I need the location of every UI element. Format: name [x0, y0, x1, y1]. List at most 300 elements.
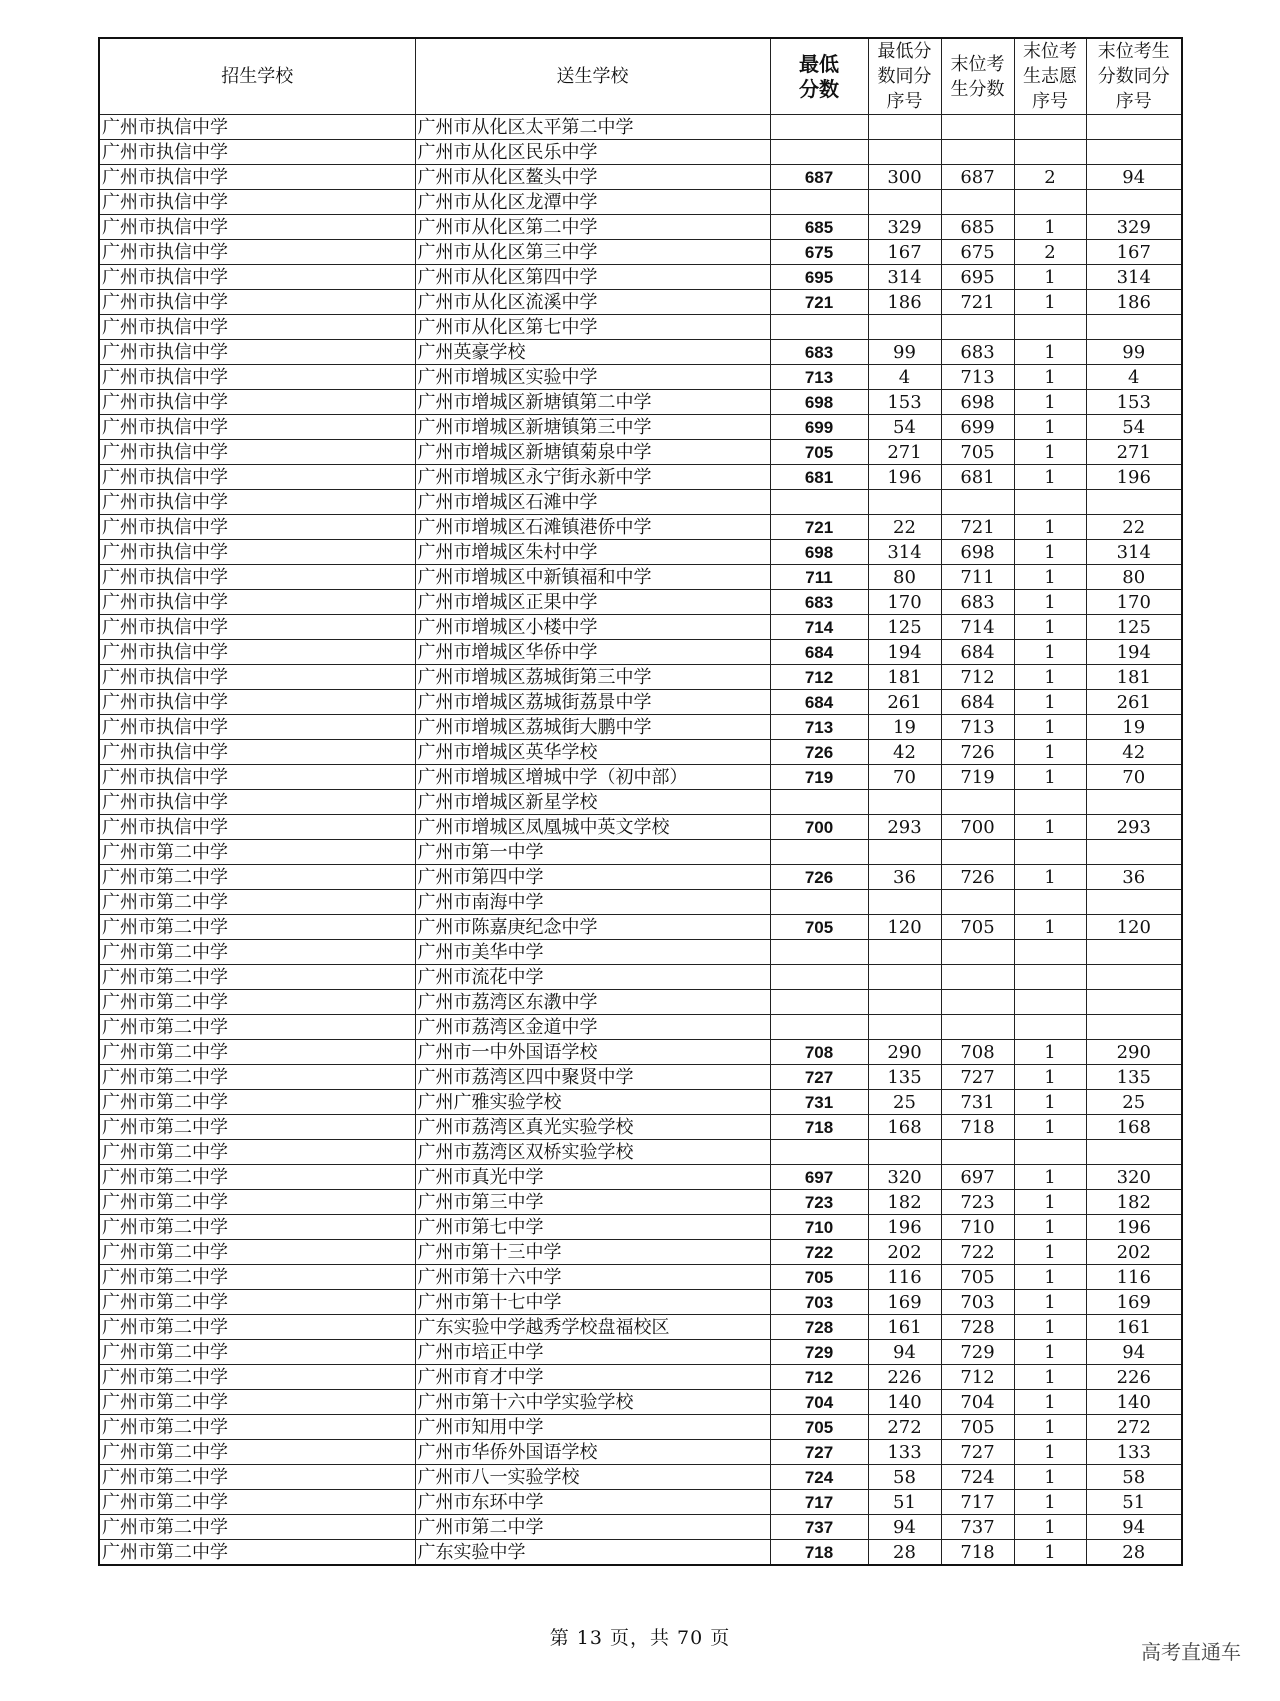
- cell-school: 广州市第二中学: [99, 940, 415, 965]
- cell-min-rank: 329: [868, 215, 941, 240]
- cell-last-rank: 94: [1086, 1340, 1182, 1365]
- header-school: 招生学校: [99, 38, 415, 115]
- cell-sender: 广州市南海中学: [415, 890, 770, 915]
- cell-last-score: 683: [941, 590, 1014, 615]
- cell-last-score: [941, 1015, 1014, 1040]
- cell-min-score: 681: [770, 465, 868, 490]
- cell-last-score: 683: [941, 340, 1014, 365]
- cell-min-rank: 94: [868, 1515, 941, 1540]
- cell-last-wish: [1014, 965, 1086, 990]
- admission-score-table-page: [98, 37, 1181, 1566]
- table-row: [99, 440, 1182, 465]
- cell-school: 广州市第二中学: [99, 1290, 415, 1315]
- cell-last-score: 728: [941, 1315, 1014, 1340]
- cell-school: 广州市第二中学: [99, 990, 415, 1015]
- cell-min-rank: 51: [868, 1490, 941, 1515]
- cell-school: 广州市第二中学: [99, 1140, 415, 1165]
- cell-sender: 广州市第十七中学: [415, 1290, 770, 1315]
- cell-school: 广州市第二中学: [99, 915, 415, 940]
- cell-last-rank: 196: [1086, 1215, 1182, 1240]
- table-row: [99, 565, 1182, 590]
- cell-min-score: 695: [770, 265, 868, 290]
- cell-school: 广州市执信中学: [99, 665, 415, 690]
- cell-school: 广州市执信中学: [99, 615, 415, 640]
- cell-last-wish: 1: [1014, 1215, 1086, 1240]
- cell-min-rank: 272: [868, 1415, 941, 1440]
- cell-sender: 广州市陈嘉庚纪念中学: [415, 915, 770, 940]
- cell-sender: 广州市从化区鳌头中学: [415, 165, 770, 190]
- cell-school: 广州市执信中学: [99, 540, 415, 565]
- cell-last-wish: 1: [1014, 665, 1086, 690]
- cell-last-rank: [1086, 940, 1182, 965]
- cell-sender: 广州市第三中学: [415, 1190, 770, 1215]
- cell-sender: 广东实验中学: [415, 1540, 770, 1566]
- cell-last-score: 722: [941, 1240, 1014, 1265]
- cell-min-score: [770, 840, 868, 865]
- cell-last-rank: 125: [1086, 615, 1182, 640]
- cell-min-rank: [868, 965, 941, 990]
- cell-min-score: [770, 890, 868, 915]
- cell-sender: 广州市增城区荔城街大鹏中学: [415, 715, 770, 740]
- cell-min-rank: 182: [868, 1190, 941, 1215]
- cell-min-score: 721: [770, 290, 868, 315]
- cell-min-rank: 54: [868, 415, 941, 440]
- cell-last-wish: 1: [1014, 365, 1086, 390]
- cell-last-wish: 1: [1014, 1165, 1086, 1190]
- cell-last-score: 675: [941, 240, 1014, 265]
- cell-sender: 广州市增城区凤凰城中英文学校: [415, 815, 770, 840]
- cell-last-score: [941, 190, 1014, 215]
- cell-min-score: [770, 140, 868, 165]
- cell-last-wish: [1014, 790, 1086, 815]
- table-row: [99, 1115, 1182, 1140]
- cell-min-rank: 293: [868, 815, 941, 840]
- header-min-rank: [868, 38, 941, 115]
- cell-school: 广州市第二中学: [99, 1040, 415, 1065]
- cell-last-rank: [1086, 1140, 1182, 1165]
- table-row: [99, 190, 1182, 215]
- cell-last-rank: 314: [1086, 265, 1182, 290]
- cell-last-wish: [1014, 315, 1086, 340]
- cell-sender: 广州市增城区新塘镇第二中学: [415, 390, 770, 415]
- cell-sender: 广州市从化区流溪中学: [415, 290, 770, 315]
- cell-min-rank: 194: [868, 640, 941, 665]
- cell-min-rank: 271: [868, 440, 941, 465]
- cell-sender: 广州市增城区新塘镇菊泉中学: [415, 440, 770, 465]
- cell-last-score: 712: [941, 1365, 1014, 1390]
- cell-sender: 广州英豪学校: [415, 340, 770, 365]
- cell-last-score: [941, 140, 1014, 165]
- cell-school: 广州市执信中学: [99, 490, 415, 515]
- cell-last-rank: 99: [1086, 340, 1182, 365]
- cell-last-rank: 42: [1086, 740, 1182, 765]
- cell-sender: 广州广雅实验学校: [415, 1090, 770, 1115]
- cell-min-rank: 36: [868, 865, 941, 890]
- table-row: [99, 265, 1182, 290]
- table-row: [99, 1390, 1182, 1415]
- cell-min-rank: 196: [868, 1215, 941, 1240]
- table-row: [99, 1315, 1182, 1340]
- table-row: [99, 1140, 1182, 1165]
- table-row: [99, 115, 1182, 140]
- cell-last-wish: 1: [1014, 1040, 1086, 1065]
- cell-min-score: 703: [770, 1290, 868, 1315]
- cell-school: 广州市第二中学: [99, 865, 415, 890]
- cell-sender: 广州市八一实验学校: [415, 1465, 770, 1490]
- cell-school: 广州市执信中学: [99, 365, 415, 390]
- cell-min-rank: 170: [868, 590, 941, 615]
- cell-last-wish: 2: [1014, 240, 1086, 265]
- cell-school: 广州市执信中学: [99, 390, 415, 415]
- cell-school: 广州市第二中学: [99, 1240, 415, 1265]
- cell-min-score: 727: [770, 1065, 868, 1090]
- table-row: [99, 240, 1182, 265]
- cell-min-rank: 94: [868, 1340, 941, 1365]
- cell-last-rank: 186: [1086, 290, 1182, 315]
- cell-last-wish: 1: [1014, 615, 1086, 640]
- table-row: [99, 1165, 1182, 1190]
- cell-last-score: 718: [941, 1540, 1014, 1566]
- cell-min-score: 675: [770, 240, 868, 265]
- cell-last-score: 687: [941, 165, 1014, 190]
- cell-last-rank: 54: [1086, 415, 1182, 440]
- cell-sender: 广州市增城区正果中学: [415, 590, 770, 615]
- cell-min-score: 705: [770, 915, 868, 940]
- cell-min-rank: 116: [868, 1265, 941, 1290]
- cell-min-rank: 42: [868, 740, 941, 765]
- cell-school: 广州市执信中学: [99, 315, 415, 340]
- table-row: [99, 665, 1182, 690]
- cell-school: 广州市执信中学: [99, 340, 415, 365]
- cell-min-score: 731: [770, 1090, 868, 1115]
- cell-last-rank: [1086, 140, 1182, 165]
- cell-last-wish: 1: [1014, 265, 1086, 290]
- table-row: [99, 465, 1182, 490]
- header-min-score-text: 最低分数: [799, 51, 839, 101]
- table-row: [99, 615, 1182, 640]
- table-row: [99, 390, 1182, 415]
- cell-school: 广州市第二中学: [99, 1265, 415, 1290]
- cell-min-score: 705: [770, 1265, 868, 1290]
- cell-last-wish: 1: [1014, 815, 1086, 840]
- cell-last-score: 721: [941, 515, 1014, 540]
- table-row: [99, 1465, 1182, 1490]
- cell-last-rank: [1086, 790, 1182, 815]
- cell-school: 广州市第二中学: [99, 1315, 415, 1340]
- cell-last-score: 684: [941, 640, 1014, 665]
- cell-min-score: [770, 790, 868, 815]
- cell-last-rank: [1086, 115, 1182, 140]
- cell-school: 广州市第二中学: [99, 965, 415, 990]
- cell-min-score: 717: [770, 1490, 868, 1515]
- cell-sender: 广州市一中外国语学校: [415, 1040, 770, 1065]
- cell-last-wish: 1: [1014, 590, 1086, 615]
- cell-last-score: 699: [941, 415, 1014, 440]
- cell-last-rank: [1086, 990, 1182, 1015]
- cell-last-score: [941, 1140, 1014, 1165]
- cell-min-score: 683: [770, 590, 868, 615]
- table-row: [99, 415, 1182, 440]
- table-body: [99, 115, 1182, 1566]
- cell-last-wish: [1014, 890, 1086, 915]
- cell-last-score: 705: [941, 440, 1014, 465]
- cell-last-wish: 1: [1014, 215, 1086, 240]
- admission-score-table: [98, 37, 1183, 1566]
- cell-school: 广州市执信中学: [99, 165, 415, 190]
- cell-last-wish: 1: [1014, 540, 1086, 565]
- cell-sender: 广州市荔湾区金道中学: [415, 1015, 770, 1040]
- cell-school: 广州市执信中学: [99, 265, 415, 290]
- table-row: [99, 1415, 1182, 1440]
- cell-min-score: 713: [770, 715, 868, 740]
- cell-last-rank: 116: [1086, 1265, 1182, 1290]
- table-row: [99, 790, 1182, 815]
- cell-school: 广州市第二中学: [99, 1015, 415, 1040]
- table-row: [99, 965, 1182, 990]
- cell-sender: 广州市增城区石滩中学: [415, 490, 770, 515]
- cell-min-rank: 181: [868, 665, 941, 690]
- cell-last-wish: 1: [1014, 1190, 1086, 1215]
- cell-last-rank: 4: [1086, 365, 1182, 390]
- cell-sender: 广州市增城区荔城街第三中学: [415, 665, 770, 690]
- cell-min-score: 683: [770, 340, 868, 365]
- cell-min-rank: 314: [868, 540, 941, 565]
- cell-min-score: 722: [770, 1240, 868, 1265]
- cell-last-wish: 1: [1014, 740, 1086, 765]
- cell-school: 广州市执信中学: [99, 790, 415, 815]
- cell-min-score: 723: [770, 1190, 868, 1215]
- cell-last-rank: [1086, 1015, 1182, 1040]
- cell-sender: 广州市第十六中学: [415, 1265, 770, 1290]
- table-row: [99, 1240, 1182, 1265]
- cell-last-rank: 182: [1086, 1190, 1182, 1215]
- cell-min-score: 718: [770, 1540, 868, 1566]
- cell-last-wish: [1014, 1015, 1086, 1040]
- cell-sender: 广州市增城区新塘镇第三中学: [415, 415, 770, 440]
- cell-sender: 广州市流花中学: [415, 965, 770, 990]
- cell-min-score: 687: [770, 165, 868, 190]
- table-row: [99, 215, 1182, 240]
- cell-last-wish: [1014, 115, 1086, 140]
- cell-min-score: 718: [770, 1115, 868, 1140]
- cell-school: 广州市第二中学: [99, 1090, 415, 1115]
- cell-min-rank: 133: [868, 1440, 941, 1465]
- cell-last-rank: 194: [1086, 640, 1182, 665]
- cell-last-wish: 1: [1014, 465, 1086, 490]
- cell-min-rank: [868, 940, 941, 965]
- cell-last-score: [941, 490, 1014, 515]
- cell-last-rank: [1086, 840, 1182, 865]
- table-row: [99, 365, 1182, 390]
- cell-sender: 广州市增城区增城中学（初中部）: [415, 765, 770, 790]
- table-row: [99, 1190, 1182, 1215]
- cell-sender: 广州市第十六中学实验学校: [415, 1390, 770, 1415]
- cell-min-rank: 19: [868, 715, 941, 740]
- table-row: [99, 140, 1182, 165]
- table-row: [99, 865, 1182, 890]
- cell-last-rank: 140: [1086, 1390, 1182, 1415]
- table-row: [99, 740, 1182, 765]
- cell-sender: 广州市增城区荔城街荔景中学: [415, 690, 770, 715]
- cell-min-rank: 186: [868, 290, 941, 315]
- cell-sender: 广州市增城区英华学校: [415, 740, 770, 765]
- cell-min-rank: 169: [868, 1290, 941, 1315]
- cell-last-wish: 1: [1014, 415, 1086, 440]
- cell-last-wish: 1: [1014, 1490, 1086, 1515]
- cell-last-score: 704: [941, 1390, 1014, 1415]
- cell-last-rank: 167: [1086, 240, 1182, 265]
- cell-min-rank: [868, 190, 941, 215]
- cell-last-rank: 271: [1086, 440, 1182, 465]
- cell-last-rank: 161: [1086, 1315, 1182, 1340]
- cell-last-wish: 1: [1014, 1265, 1086, 1290]
- table-row: [99, 1065, 1182, 1090]
- cell-school: 广州市执信中学: [99, 815, 415, 840]
- cell-school: 广州市第二中学: [99, 1365, 415, 1390]
- cell-min-score: 704: [770, 1390, 868, 1415]
- cell-min-score: 698: [770, 540, 868, 565]
- cell-min-rank: 22: [868, 515, 941, 540]
- cell-last-wish: 1: [1014, 1465, 1086, 1490]
- cell-last-score: 714: [941, 615, 1014, 640]
- cell-min-rank: 168: [868, 1115, 941, 1140]
- cell-last-rank: 169: [1086, 1290, 1182, 1315]
- cell-min-score: [770, 990, 868, 1015]
- cell-min-score: 711: [770, 565, 868, 590]
- cell-last-rank: 153: [1086, 390, 1182, 415]
- cell-min-rank: [868, 790, 941, 815]
- header-last-rank-text: 末位考生分数同分序号: [1097, 41, 1170, 112]
- cell-last-wish: 1: [1014, 1115, 1086, 1140]
- cell-last-score: 698: [941, 390, 1014, 415]
- cell-school: 广州市执信中学: [99, 115, 415, 140]
- table-row: [99, 515, 1182, 540]
- cell-sender: 广州市增城区永宁街永新中学: [415, 465, 770, 490]
- cell-min-rank: [868, 890, 941, 915]
- cell-last-wish: [1014, 990, 1086, 1015]
- cell-school: 广州市第二中学: [99, 1540, 415, 1566]
- cell-last-rank: 70: [1086, 765, 1182, 790]
- cell-last-rank: 329: [1086, 215, 1182, 240]
- cell-last-score: 718: [941, 1115, 1014, 1140]
- cell-last-wish: 2: [1014, 165, 1086, 190]
- cell-school: 广州市第二中学: [99, 840, 415, 865]
- cell-school: 广州市执信中学: [99, 565, 415, 590]
- table-row: [99, 715, 1182, 740]
- cell-school: 广州市第二中学: [99, 1115, 415, 1140]
- cell-min-score: 699: [770, 415, 868, 440]
- cell-last-score: 703: [941, 1290, 1014, 1315]
- cell-last-rank: 272: [1086, 1415, 1182, 1440]
- cell-min-score: 700: [770, 815, 868, 840]
- cell-sender: 广州市荔湾区真光实验学校: [415, 1115, 770, 1140]
- cell-last-wish: 1: [1014, 340, 1086, 365]
- cell-sender: 广州市荔湾区四中聚贤中学: [415, 1065, 770, 1090]
- cell-last-wish: 1: [1014, 1390, 1086, 1415]
- cell-sender: 广州市第七中学: [415, 1215, 770, 1240]
- table-row: [99, 315, 1182, 340]
- cell-last-wish: 1: [1014, 515, 1086, 540]
- table-row: [99, 1365, 1182, 1390]
- cell-min-score: 705: [770, 1415, 868, 1440]
- cell-school: 广州市第二中学: [99, 1190, 415, 1215]
- cell-last-wish: [1014, 490, 1086, 515]
- cell-min-score: 697: [770, 1165, 868, 1190]
- cell-min-rank: 153: [868, 390, 941, 415]
- cell-last-wish: 1: [1014, 1290, 1086, 1315]
- cell-last-rank: 168: [1086, 1115, 1182, 1140]
- cell-last-rank: 133: [1086, 1440, 1182, 1465]
- cell-min-score: 724: [770, 1465, 868, 1490]
- cell-last-wish: [1014, 190, 1086, 215]
- table-row: [99, 1215, 1182, 1240]
- table-row: [99, 765, 1182, 790]
- cell-sender: 广州市从化区龙潭中学: [415, 190, 770, 215]
- header-last-score: [941, 38, 1014, 115]
- cell-sender: 广州市第四中学: [415, 865, 770, 890]
- cell-sender: 广州市从化区太平第二中学: [415, 115, 770, 140]
- cell-sender: 广州市第二中学: [415, 1515, 770, 1540]
- cell-min-rank: 320: [868, 1165, 941, 1190]
- cell-min-score: 726: [770, 740, 868, 765]
- table-row: [99, 290, 1182, 315]
- cell-last-rank: 196: [1086, 465, 1182, 490]
- table-row: [99, 1290, 1182, 1315]
- cell-last-score: 695: [941, 265, 1014, 290]
- cell-min-rank: 202: [868, 1240, 941, 1265]
- cell-last-score: 713: [941, 715, 1014, 740]
- table-row: [99, 690, 1182, 715]
- cell-last-wish: 1: [1014, 640, 1086, 665]
- cell-last-score: 698: [941, 540, 1014, 565]
- cell-last-wish: 1: [1014, 440, 1086, 465]
- cell-min-score: 737: [770, 1515, 868, 1540]
- cell-min-rank: 99: [868, 340, 941, 365]
- cell-last-score: [941, 315, 1014, 340]
- cell-last-rank: 320: [1086, 1165, 1182, 1190]
- cell-school: 广州市第二中学: [99, 1065, 415, 1090]
- cell-last-wish: 1: [1014, 1240, 1086, 1265]
- cell-school: 广州市第二中学: [99, 1415, 415, 1440]
- cell-min-rank: 25: [868, 1090, 941, 1115]
- cell-min-rank: 80: [868, 565, 941, 590]
- cell-last-rank: 226: [1086, 1365, 1182, 1390]
- table-row: [99, 1015, 1182, 1040]
- cell-sender: 广州市从化区第七中学: [415, 315, 770, 340]
- cell-last-rank: [1086, 890, 1182, 915]
- header-last-wish-text: 末位考生志愿序号: [1023, 41, 1077, 112]
- cell-last-wish: 1: [1014, 690, 1086, 715]
- cell-last-score: 711: [941, 565, 1014, 590]
- table-row: [99, 1515, 1182, 1540]
- cell-last-score: 713: [941, 365, 1014, 390]
- cell-last-score: 685: [941, 215, 1014, 240]
- cell-last-wish: 1: [1014, 1415, 1086, 1440]
- cell-last-rank: 28: [1086, 1540, 1182, 1566]
- cell-min-score: 708: [770, 1040, 868, 1065]
- cell-last-score: 705: [941, 915, 1014, 940]
- cell-school: 广州市执信中学: [99, 765, 415, 790]
- cell-sender: 广州市荔湾区双桥实验学校: [415, 1140, 770, 1165]
- cell-last-wish: 1: [1014, 1065, 1086, 1090]
- table-row: [99, 1540, 1182, 1566]
- table-row: [99, 1490, 1182, 1515]
- cell-last-wish: 1: [1014, 1315, 1086, 1340]
- cell-last-wish: 1: [1014, 915, 1086, 940]
- cell-last-score: 731: [941, 1090, 1014, 1115]
- table-row: [99, 915, 1182, 940]
- cell-last-rank: 290: [1086, 1040, 1182, 1065]
